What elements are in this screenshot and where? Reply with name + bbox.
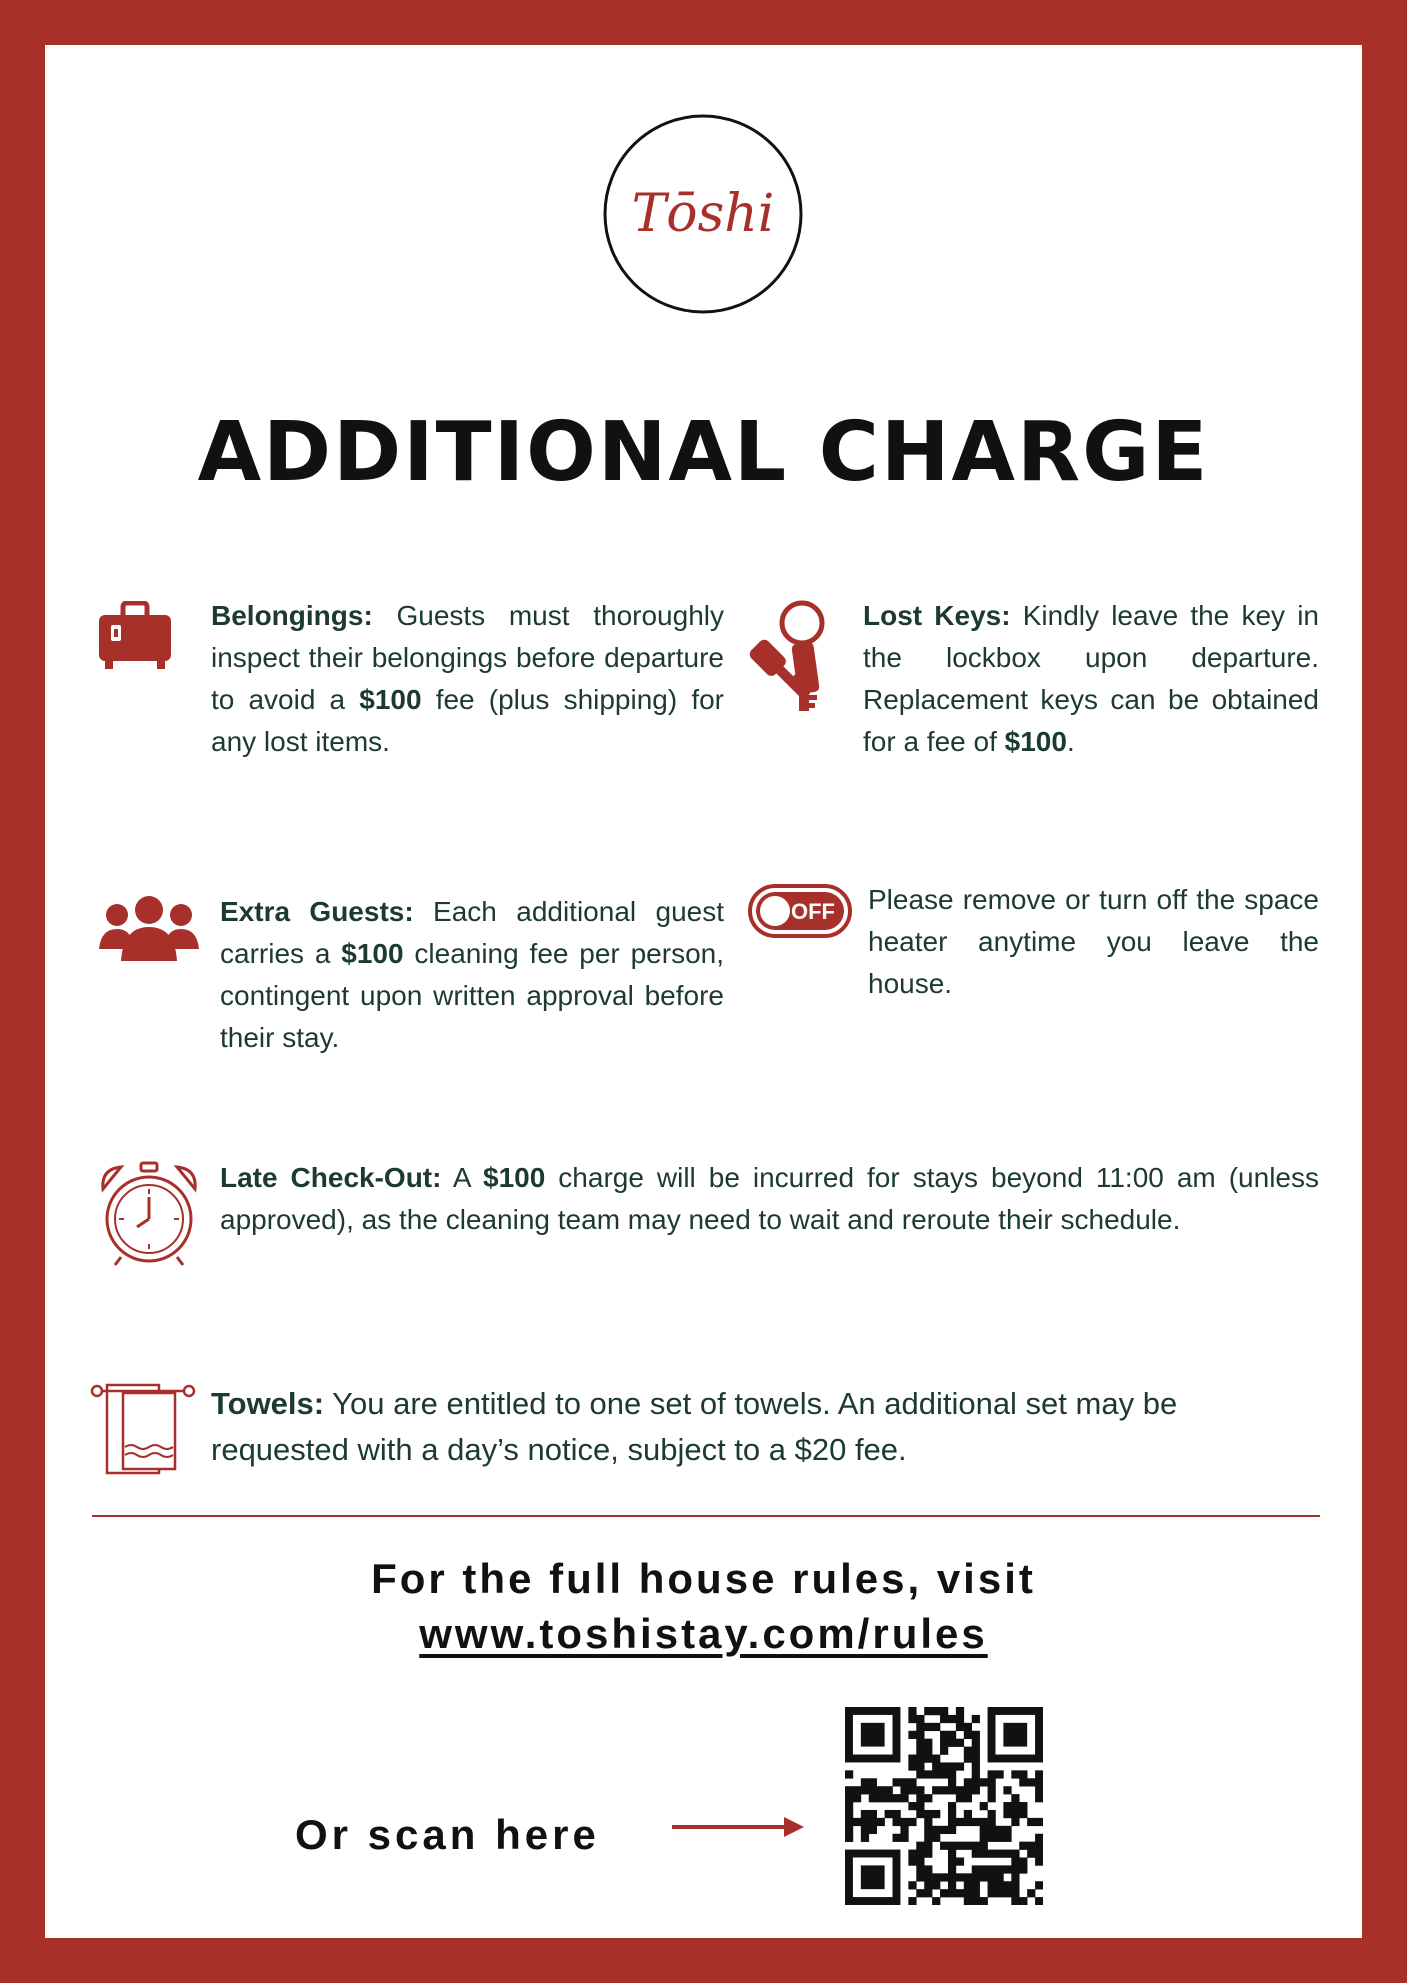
qr-module	[861, 1810, 869, 1818]
qr-module	[988, 1889, 996, 1897]
qr-module	[1003, 1834, 1011, 1842]
qr-module	[972, 1897, 980, 1905]
page-title: ADDITIONAL CHARGE	[197, 405, 1210, 500]
qr-module	[988, 1873, 996, 1881]
qr-module	[908, 1778, 916, 1786]
qr-module	[972, 1755, 980, 1763]
qr-module	[924, 1881, 932, 1889]
qr-module	[861, 1818, 869, 1826]
qr-module	[988, 1786, 996, 1794]
rule-title: Towels:	[211, 1386, 325, 1421]
qr-module	[956, 1857, 964, 1865]
qr-module	[948, 1865, 956, 1873]
qr-module	[908, 1897, 916, 1905]
toshi-logo	[602, 113, 804, 315]
qr-module	[940, 1731, 948, 1739]
footer-rules-text: For the full house rules, visit	[371, 1555, 1036, 1602]
qr-module	[940, 1762, 948, 1770]
qr-module	[908, 1762, 916, 1770]
qr-module	[980, 1850, 988, 1858]
qr-module	[988, 1818, 996, 1826]
qr-module	[1019, 1857, 1027, 1865]
fee-amount: $100	[1004, 726, 1067, 757]
qr-module	[972, 1873, 980, 1881]
qr-module	[972, 1786, 980, 1794]
qr-module	[964, 1731, 972, 1739]
qr-module	[924, 1889, 932, 1897]
qr-module	[1035, 1842, 1043, 1850]
qr-module	[964, 1723, 972, 1731]
qr-module	[964, 1889, 972, 1897]
qr-module	[964, 1842, 972, 1850]
qr-module	[1027, 1818, 1035, 1826]
qr-module	[956, 1739, 964, 1747]
qr-module	[964, 1794, 972, 1802]
qr-module	[932, 1834, 940, 1842]
qr-module	[988, 1834, 996, 1842]
qr-module	[972, 1818, 980, 1826]
qr-module	[861, 1826, 869, 1834]
qr-module	[988, 1865, 996, 1873]
qr-module	[1035, 1881, 1043, 1889]
rule-heater-text: Please remove or turn off the space heater anytime you leave the house.	[868, 884, 1319, 999]
qr-module	[1035, 1897, 1043, 1905]
qr-module	[1003, 1881, 1011, 1889]
qr-module	[1011, 1889, 1019, 1897]
qr-module	[956, 1873, 964, 1881]
qr-finder	[861, 1865, 885, 1889]
qr-module	[932, 1770, 940, 1778]
qr-module	[924, 1865, 932, 1873]
qr-module	[1019, 1842, 1027, 1850]
qr-module	[845, 1818, 853, 1826]
qr-module	[861, 1778, 869, 1786]
qr-module	[924, 1723, 932, 1731]
qr-module	[893, 1818, 901, 1826]
qr-module	[869, 1810, 877, 1818]
rule-title: Late Check-Out:	[220, 1162, 442, 1193]
qr-code[interactable]	[845, 1707, 1043, 1905]
qr-module	[956, 1794, 964, 1802]
qr-module	[940, 1889, 948, 1897]
qr-module	[972, 1715, 980, 1723]
qr-module	[1035, 1834, 1043, 1842]
qr-module	[980, 1802, 988, 1810]
qr-module	[964, 1818, 972, 1826]
qr-module	[924, 1810, 932, 1818]
qr-module	[916, 1794, 924, 1802]
qr-module	[972, 1739, 980, 1747]
qr-module	[1027, 1778, 1035, 1786]
rule-title: Lost Keys:	[863, 600, 1011, 631]
qr-module	[893, 1810, 901, 1818]
qr-module	[995, 1850, 1003, 1858]
logo-text: Tōshi	[631, 184, 775, 244]
qr-module	[964, 1873, 972, 1881]
scan-label: Or scan here	[295, 1811, 600, 1858]
qr-module	[845, 1810, 853, 1818]
qr-module	[956, 1818, 964, 1826]
qr-module	[948, 1842, 956, 1850]
qr-module	[900, 1794, 908, 1802]
qr-module	[948, 1818, 956, 1826]
qr-module	[980, 1842, 988, 1850]
qr-module	[908, 1850, 916, 1858]
qr-module	[964, 1897, 972, 1905]
qr-module	[924, 1834, 932, 1842]
qr-module	[916, 1850, 924, 1858]
qr-module	[869, 1826, 877, 1834]
qr-module	[980, 1818, 988, 1826]
qr-module	[869, 1818, 877, 1826]
qr-module	[853, 1818, 861, 1826]
qr-module	[1003, 1850, 1011, 1858]
qr-module	[932, 1786, 940, 1794]
qr-module	[1011, 1810, 1019, 1818]
qr-module	[900, 1778, 908, 1786]
qr-module	[845, 1770, 853, 1778]
qr-module	[877, 1794, 885, 1802]
qr-module	[924, 1826, 932, 1834]
qr-module	[988, 1794, 996, 1802]
qr-module	[932, 1723, 940, 1731]
switch-label: OFF	[791, 899, 835, 924]
qr-module	[956, 1889, 964, 1897]
qr-module	[995, 1770, 1003, 1778]
qr-module	[948, 1873, 956, 1881]
arrow-right-icon	[670, 1812, 810, 1842]
qr-module	[956, 1762, 964, 1770]
qr-module	[924, 1794, 932, 1802]
qr-module	[948, 1715, 956, 1723]
qr-module	[900, 1818, 908, 1826]
qr-module	[948, 1889, 956, 1897]
qr-module	[1011, 1865, 1019, 1873]
qr-module	[964, 1786, 972, 1794]
fee-amount: $100	[483, 1162, 546, 1193]
qr-module	[932, 1707, 940, 1715]
qr-module	[1011, 1850, 1019, 1858]
rule-title: Belongings:	[211, 600, 373, 631]
qr-module	[995, 1881, 1003, 1889]
qr-finder	[861, 1723, 885, 1747]
qr-module	[893, 1794, 901, 1802]
qr-module	[972, 1881, 980, 1889]
qr-module	[845, 1794, 853, 1802]
qr-module	[964, 1747, 972, 1755]
qr-module	[948, 1881, 956, 1889]
qr-module	[1011, 1794, 1019, 1802]
qr-module	[995, 1826, 1003, 1834]
qr-module	[980, 1778, 988, 1786]
qr-module	[1011, 1857, 1019, 1865]
qr-module	[1011, 1818, 1019, 1826]
qr-module	[924, 1755, 932, 1763]
qr-module	[988, 1810, 996, 1818]
qr-module	[972, 1778, 980, 1786]
qr-module	[1035, 1778, 1043, 1786]
qr-module	[908, 1857, 916, 1865]
qr-module	[1035, 1770, 1043, 1778]
qr-module	[1011, 1770, 1019, 1778]
qr-module	[916, 1802, 924, 1810]
suitcase-icon	[97, 601, 173, 671]
qr-module	[900, 1834, 908, 1842]
qr-module	[940, 1747, 948, 1755]
qr-module	[1019, 1802, 1027, 1810]
qr-module	[972, 1850, 980, 1858]
qr-module	[845, 1834, 853, 1842]
rule-towels-text: Towels: You are entitled to one set of towels. An additional set may be requested with a day’s notice, subject to a $20 fee.	[211, 1386, 1178, 1467]
qr-module	[956, 1723, 964, 1731]
qr-module	[845, 1802, 853, 1810]
qr-module	[948, 1762, 956, 1770]
qr-module	[940, 1739, 948, 1747]
qr-module	[995, 1873, 1003, 1881]
qr-module	[948, 1802, 956, 1810]
qr-module	[885, 1810, 893, 1818]
qr-module	[1003, 1889, 1011, 1897]
qr-module	[1003, 1810, 1011, 1818]
alarm-clock-icon	[97, 1161, 201, 1269]
qr-module	[916, 1731, 924, 1739]
qr-module	[900, 1786, 908, 1794]
qr-module	[1003, 1865, 1011, 1873]
qr-module	[1019, 1770, 1027, 1778]
qr-module	[964, 1755, 972, 1763]
qr-module	[995, 1865, 1003, 1873]
qr-module	[932, 1826, 940, 1834]
qr-module	[948, 1786, 956, 1794]
qr-module	[932, 1897, 940, 1905]
qr-module	[964, 1810, 972, 1818]
qr-module	[885, 1786, 893, 1794]
off-switch-icon	[747, 883, 853, 939]
qr-module	[1019, 1778, 1027, 1786]
qr-module	[924, 1770, 932, 1778]
qr-module	[1019, 1897, 1027, 1905]
qr-module	[948, 1778, 956, 1786]
qr-module	[877, 1818, 885, 1826]
rule-late-checkout-text: Late Check-Out: A $100 charge will be incurred for stays beyond 11:00 am (unless approved), as the cleaning team may need to wait and reroute their schedule.	[220, 1162, 1319, 1235]
qr-module	[948, 1857, 956, 1865]
qr-module	[1035, 1818, 1043, 1826]
rule-belongings-text: Belongings: Guests must thoroughly inspect their belongings before departure to avoid a $100 fee (plus shipping) for any lost items.	[211, 600, 724, 757]
qr-module	[972, 1865, 980, 1873]
qr-module	[980, 1865, 988, 1873]
qr-module	[972, 1842, 980, 1850]
notice-card	[45, 45, 1362, 1938]
qr-module	[916, 1747, 924, 1755]
qr-module	[932, 1762, 940, 1770]
qr-module	[988, 1826, 996, 1834]
qr-module	[853, 1786, 861, 1794]
qr-module	[885, 1794, 893, 1802]
qr-module	[988, 1850, 996, 1858]
qr-module	[908, 1786, 916, 1794]
qr-module	[900, 1826, 908, 1834]
qr-module	[908, 1731, 916, 1739]
qr-module	[845, 1826, 853, 1834]
qr-module	[940, 1770, 948, 1778]
qr-module	[869, 1778, 877, 1786]
qr-module	[980, 1897, 988, 1905]
qr-module	[916, 1762, 924, 1770]
qr-module	[916, 1857, 924, 1865]
qr-module	[916, 1723, 924, 1731]
qr-module	[940, 1786, 948, 1794]
qr-module	[972, 1762, 980, 1770]
qr-module	[988, 1881, 996, 1889]
qr-module	[948, 1826, 956, 1834]
qr-module	[924, 1747, 932, 1755]
qr-module	[1035, 1850, 1043, 1858]
qr-module	[924, 1873, 932, 1881]
qr-module	[956, 1786, 964, 1794]
rule-lost-keys-text: Lost Keys: Kindly leave the key in the lockbox upon departure. Replacement keys can be obtained for a fee of $100.	[863, 600, 1319, 757]
qr-module	[853, 1794, 861, 1802]
qr-module	[956, 1707, 964, 1715]
qr-module	[845, 1786, 853, 1794]
keys-icon	[747, 597, 837, 715]
qr-module	[1027, 1889, 1035, 1897]
qr-module	[916, 1755, 924, 1763]
qr-module	[956, 1715, 964, 1723]
qr-module	[1003, 1826, 1011, 1834]
qr-module	[948, 1731, 956, 1739]
qr-module	[877, 1786, 885, 1794]
qr-module	[1011, 1897, 1019, 1905]
qr-module	[988, 1778, 996, 1786]
qr-module	[980, 1826, 988, 1834]
qr-module	[1003, 1786, 1011, 1794]
qr-module	[1019, 1810, 1027, 1818]
qr-module	[988, 1770, 996, 1778]
qr-module	[972, 1889, 980, 1897]
qr-module	[948, 1739, 956, 1747]
qr-module	[861, 1786, 869, 1794]
qr-module	[956, 1842, 964, 1850]
qr-module	[869, 1794, 877, 1802]
qr-module	[908, 1802, 916, 1810]
qr-module	[940, 1707, 948, 1715]
qr-module	[908, 1755, 916, 1763]
qr-module	[964, 1778, 972, 1786]
qr-module	[964, 1881, 972, 1889]
qr-module	[940, 1873, 948, 1881]
qr-module	[916, 1786, 924, 1794]
qr-module	[940, 1842, 948, 1850]
qr-module	[916, 1842, 924, 1850]
qr-module	[916, 1810, 924, 1818]
qr-module	[893, 1778, 901, 1786]
qr-module	[980, 1834, 988, 1842]
qr-module	[924, 1842, 932, 1850]
qr-module	[916, 1873, 924, 1881]
fee-amount: $100	[341, 938, 404, 969]
qr-module	[972, 1747, 980, 1755]
qr-module	[1011, 1802, 1019, 1810]
qr-module	[924, 1850, 932, 1858]
qr-finder	[1003, 1723, 1027, 1747]
qr-module	[1011, 1873, 1019, 1881]
qr-module	[893, 1834, 901, 1842]
qr-module	[932, 1755, 940, 1763]
qr-module	[1027, 1842, 1035, 1850]
qr-module	[940, 1826, 948, 1834]
qr-module	[908, 1881, 916, 1889]
qr-module	[932, 1873, 940, 1881]
qr-module	[948, 1850, 956, 1858]
qr-module	[1027, 1850, 1035, 1858]
qr-module	[1003, 1802, 1011, 1810]
qr-module	[916, 1739, 924, 1747]
qr-module	[995, 1889, 1003, 1897]
people-icon	[97, 895, 201, 965]
qr-module	[916, 1889, 924, 1897]
qr-module	[932, 1881, 940, 1889]
qr-module	[908, 1715, 916, 1723]
qr-module	[916, 1770, 924, 1778]
qr-module	[916, 1865, 924, 1873]
rule-extra-guests-text: Extra Guests: Each additional guest carries a $100 cleaning fee per person, contingent upon written approval before their stay.	[220, 896, 724, 1053]
qr-module	[861, 1834, 869, 1842]
fee-amount: $100	[359, 684, 422, 715]
qr-module	[1011, 1881, 1019, 1889]
qr-module	[980, 1873, 988, 1881]
qr-module	[1035, 1857, 1043, 1865]
qr-module	[972, 1731, 980, 1739]
qr-module	[948, 1770, 956, 1778]
qr-module	[972, 1770, 980, 1778]
towel-icon	[89, 1381, 197, 1481]
qr-module	[940, 1715, 948, 1723]
qr-module	[869, 1786, 877, 1794]
qr-module	[908, 1818, 916, 1826]
qr-module	[932, 1810, 940, 1818]
qr-module	[995, 1834, 1003, 1842]
qr-module	[924, 1818, 932, 1826]
qr-module	[1019, 1865, 1027, 1873]
qr-module	[924, 1739, 932, 1747]
qr-module	[916, 1715, 924, 1723]
qr-module	[948, 1810, 956, 1818]
rule-title: Extra Guests:	[220, 896, 414, 927]
rules-link[interactable]: www.toshistay.com/rules	[419, 1610, 988, 1657]
qr-module	[908, 1707, 916, 1715]
qr-module	[1035, 1794, 1043, 1802]
qr-module	[1035, 1786, 1043, 1794]
qr-module	[924, 1707, 932, 1715]
divider	[92, 1515, 1320, 1517]
